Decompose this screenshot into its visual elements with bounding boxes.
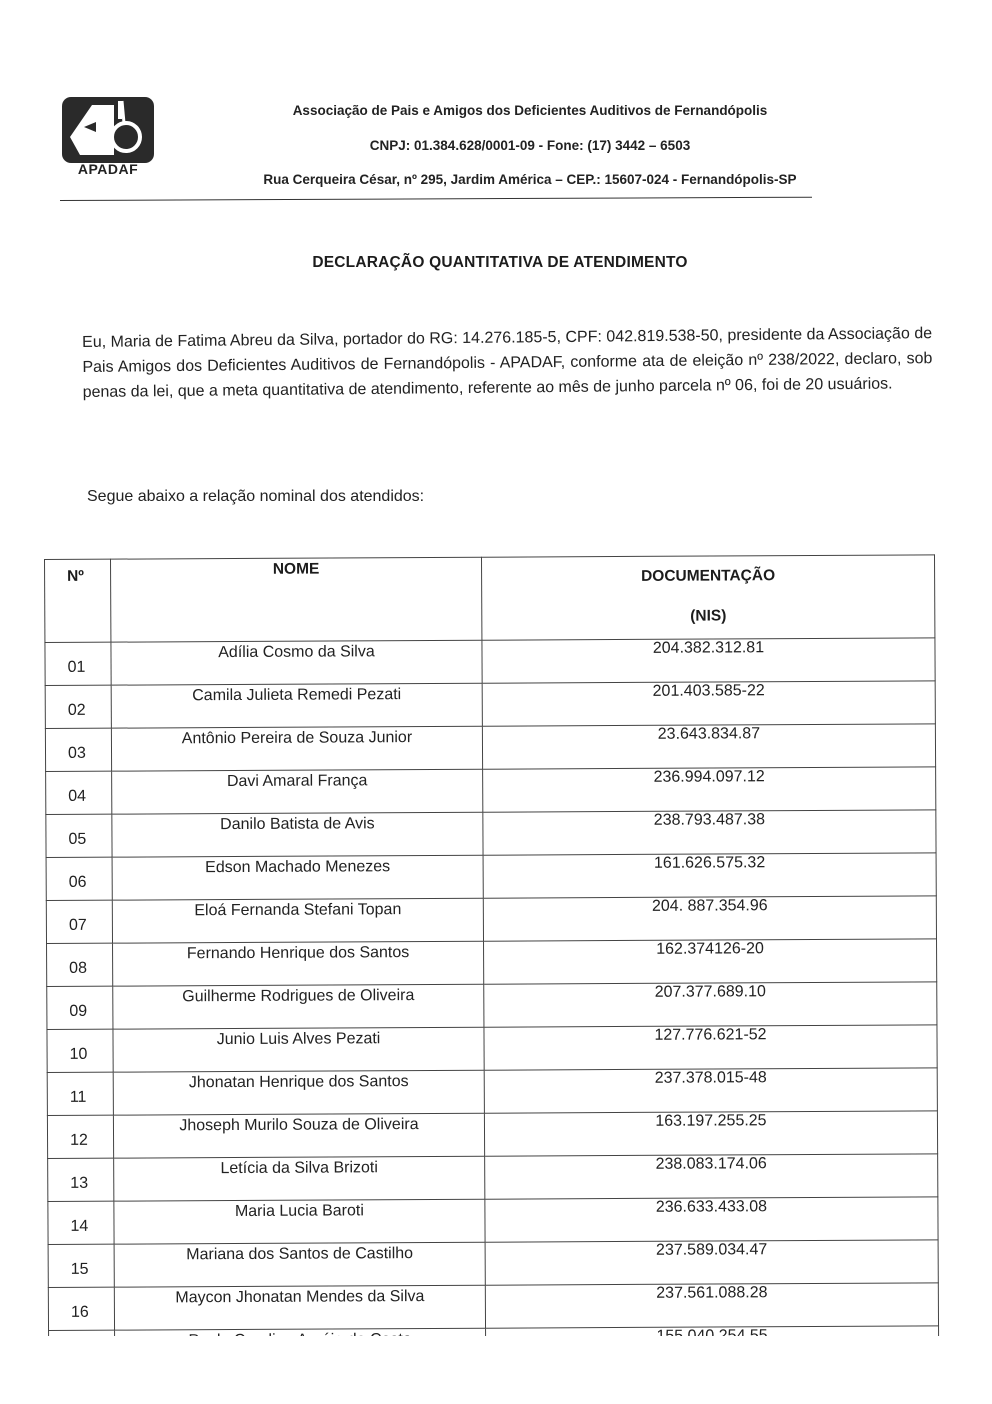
attendees-table [44, 554, 939, 1374]
table-row [48, 1197, 938, 1245]
row-nis: 161.626.575.32 [483, 853, 936, 898]
row-nis: 237.378.015-48 [484, 1068, 937, 1113]
row-nis: 201.403.585-22 [482, 681, 935, 726]
list-intro: Segue abaixo a relação nominal dos atendidos: [87, 488, 425, 505]
row-name: Fernando Henrique dos Santos [113, 941, 484, 986]
table-row [47, 1025, 937, 1073]
header-divider [60, 197, 812, 201]
table-row [45, 724, 935, 772]
row-name: Maria Lucia Baroti [114, 1199, 485, 1244]
row-number: 10 [47, 1029, 113, 1072]
row-nis: 163.197.255.25 [484, 1111, 937, 1156]
document-title: DECLARAÇÃO QUANTITATIVA DE ATENDIMENTO [312, 254, 688, 271]
row-nis: 237.561.088.28 [485, 1283, 938, 1328]
row-number: 07 [46, 900, 112, 943]
row-name: Guilherme Rodrigues de Oliveira [113, 984, 484, 1029]
row-name: Danilo Batista de Avis [112, 812, 483, 857]
row-name: Adília Cosmo da Silva [111, 640, 482, 685]
row-number: 11 [47, 1072, 113, 1115]
table-row [46, 853, 936, 901]
header-name: NOME [111, 557, 482, 642]
row-number: 09 [47, 986, 113, 1029]
table-row [48, 1154, 938, 1202]
org-contact: CNPJ: 01.384.628/0001-09 - Fone: (17) 3442 – 6503 [369, 138, 691, 153]
row-number: 13 [48, 1158, 114, 1201]
row-number: 01 [45, 642, 111, 685]
page-bottom-blank [0, 1336, 992, 1404]
row-nis: 23.643.834.87 [482, 724, 935, 769]
logo-wordmark: APADAF [77, 161, 139, 177]
row-number: 05 [46, 814, 112, 857]
table-row [46, 896, 936, 944]
table-row [47, 982, 937, 1030]
row-nis: 204.382.312.81 [482, 638, 935, 683]
row-number: 03 [45, 728, 111, 771]
row-name: Davi Amaral França [112, 769, 483, 814]
header-documentation [481, 555, 934, 640]
row-number: 12 [47, 1115, 113, 1158]
table-row [47, 939, 937, 987]
apadaf-logo [62, 97, 154, 181]
row-number: 14 [48, 1201, 114, 1244]
declaration-paragraph: Eu, Maria de Fatima Abreu da Silva, portador do RG: 14.276.185-5, CPF: 042.819.538-50, presidente da Associação de Pais Amigos dos Deficientes Auditivos de Fernandópolis - APADAF, conforme ata de eleição nº 238/2022, declaro, sob penas da lei, que a meta quantitativa de atendimento, referente ao mês de junho parcela nº 06, foi de 20 usuários. [82, 325, 933, 401]
row-name: Junio Luis Alves Pezati [113, 1027, 484, 1072]
header-doc-label: DOCUMENTAÇÃO [641, 567, 776, 585]
row-name: Jhoseph Murilo Souza de Oliveira [113, 1113, 484, 1158]
table-row [47, 1111, 937, 1159]
row-number: 06 [46, 857, 112, 900]
org-address: Rua Cerqueira César, nº 295, Jardim América – CEP.: 15607-024 - Fernandópolis-SP [263, 172, 797, 187]
row-nis: 127.776.621-52 [484, 1025, 937, 1070]
row-number: 15 [48, 1244, 114, 1287]
table-row [45, 638, 935, 686]
table-header-row [45, 555, 935, 643]
row-number: 16 [48, 1287, 114, 1330]
header-num: Nº [45, 559, 111, 642]
row-nis: 238.793.487.38 [483, 810, 936, 855]
table-row [47, 1068, 937, 1116]
header-doc-sublabel: (NIS) [690, 607, 727, 625]
row-nis: 236.994.097.12 [483, 767, 936, 812]
org-name: Associação de Pais e Amigos dos Deficientes Auditivos de Fernandópolis [292, 103, 768, 118]
row-name: Jhonatan Henrique dos Santos [113, 1070, 484, 1115]
row-name: Letícia da Silva Brizoti [114, 1156, 485, 1201]
ear-logo-icon [62, 97, 154, 163]
table-body [45, 638, 939, 1374]
row-number: 08 [47, 943, 113, 986]
row-name: Maycon Jhonatan Mendes da Silva [114, 1285, 485, 1330]
row-name: Eloá Fernanda Stefani Topan [112, 898, 483, 943]
table-row [46, 767, 936, 815]
row-name: Antônio Pereira de Souza Junior [111, 726, 482, 771]
row-nis: 207.377.689.10 [484, 982, 937, 1027]
row-number: 04 [46, 771, 112, 814]
table-row [48, 1240, 938, 1288]
table-row [46, 810, 936, 858]
table-row [45, 681, 935, 729]
row-nis: 204. 887.354.96 [483, 896, 936, 941]
row-nis: 236.633.433.08 [485, 1197, 938, 1242]
row-nis: 237.589.034.47 [485, 1240, 938, 1285]
row-number: 02 [45, 685, 111, 728]
row-name: Camila Julieta Remedi Pezati [111, 683, 482, 728]
row-nis: 162.374126-20 [484, 939, 937, 984]
table-row [48, 1283, 938, 1331]
row-nis: 238.083.174.06 [485, 1154, 938, 1199]
row-name: Edson Machado Menezes [112, 855, 483, 900]
row-name: Mariana dos Santos de Castilho [114, 1242, 485, 1287]
